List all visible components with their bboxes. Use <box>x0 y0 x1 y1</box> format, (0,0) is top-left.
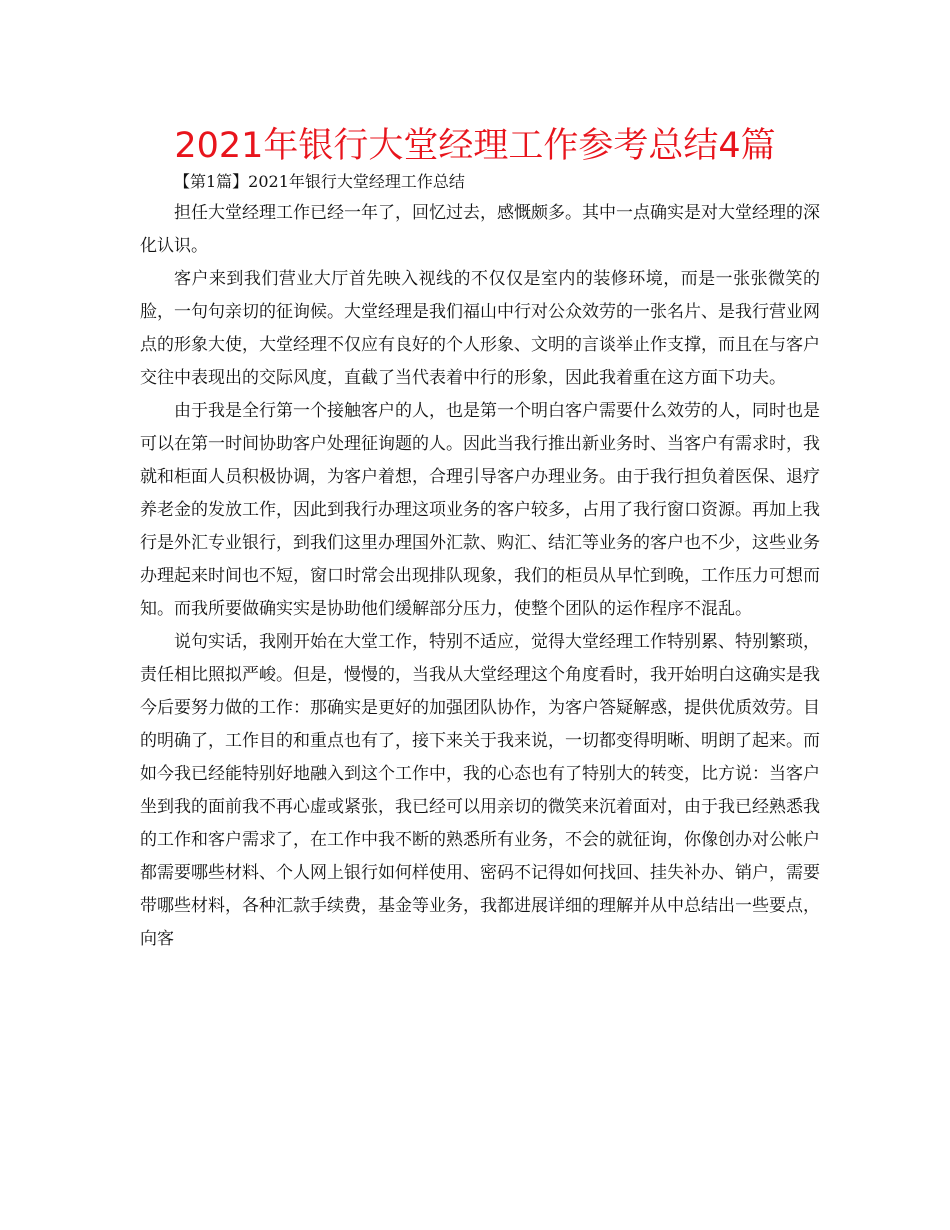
paragraph: 说句实话，我刚开始在大堂工作，特别不适应，觉得大堂经理工作特别累、特别繁琐，责任相比照拟严峻。但是，慢慢的，当我从大堂经理这个角度看时，我开始明白这确实是我今后要努力做的工作：那确实是更好的加强团队协作，为客户答疑解惑，提供优质效劳。目的明确了，工作目的和重点也有了，接下来关于我来说，一切都变得明晰、明朗了起来。而如今我已经能特别好地融入到这个工作中，我的心态也有了特别大的转变，比方说：当客户坐到我的面前我不再心虚或紧张，我已经可以用亲切的微笑来沉着面对，由于我已经熟悉我的工作和客户需求了，在工作中我不断的熟悉所有业务，不会的就征询，你像创办对公帐户都需要哪些材料、个人网上银行如何样使用、密码不记得如何找回、挂失补办、销户，需要带哪些材料，各种汇款手续费，基金等业务，我都进展详细的理解并从中总结出一些要点，向客 <box>140 632 820 949</box>
paragraph: 客户来到我们营业大厅首先映入视线的不仅仅是室内的装修环境，而是一张张微笑的脸，一句句亲切的征询候。大堂经理是我们福山中行对公众效劳的一张名片、是我行营业网点的形象大使，大堂经理不仅应有良好的个人形象、文明的言谈举止作支撑，而且在与客户交往中表现出的交际风度，直截了当代表着中行的形象，因此我着重在这方面下功夫。 <box>140 269 820 388</box>
paragraph: 担任大堂经理工作已经一年了，回忆过去，感慨颇多。其中一点确实是对大堂经理的深化认识。 <box>140 203 820 256</box>
document-title: 2021年银行大堂经理工作参考总结4篇 <box>174 126 776 166</box>
section-heading: 【第1篇】2021年银行大堂经理工作总结 <box>174 172 465 191</box>
paragraph: 由于我是全行第一个接触客户的人，也是第一个明白客户需要什么效劳的人，同时也是可以在第一时间协助客户处理征询题的人。因此当我行推出新业务时、当客户有需求时，我就和柜面人员积极协调，为客户着想，合理引导客户办理业务。由于我行担负着医保、退疗养老金的发放工作，因此到我行办理这项业务的客户较多，占用了我行窗口资源。再加上我行是外汇专业银行，到我们这里办理国外汇款、购汇、结汇等业务的客户也不少，这些业务办理起来时间也不短，窗口时常会出现排队现象，我们的柜员从早忙到晚，工作压力可想而知。而我所要做确实实是协助他们缓解部分压力，使整个团队的运作程序不混乱。 <box>140 401 820 619</box>
document-body <box>140 197 820 956</box>
